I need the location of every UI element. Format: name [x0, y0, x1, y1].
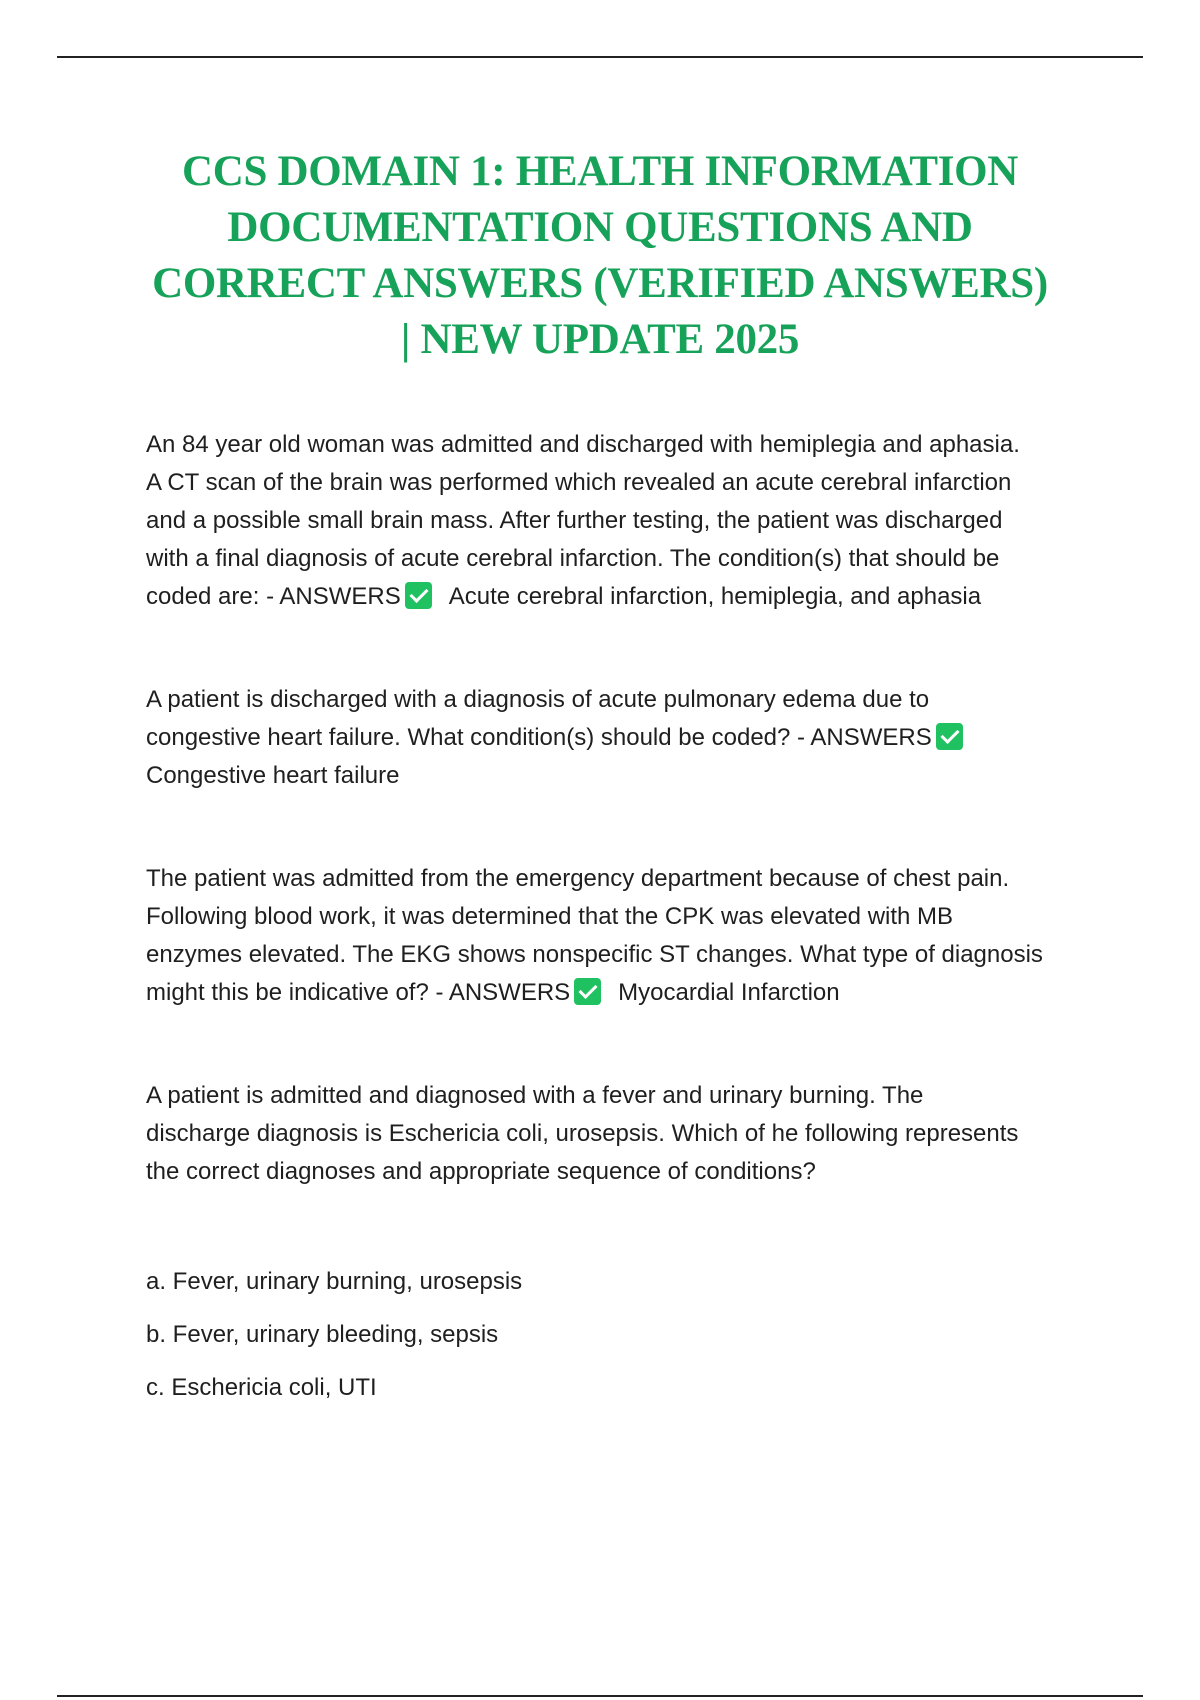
bottom-divider	[57, 1695, 1143, 1697]
answers-prefix: coded are: - ANSWERS	[146, 583, 401, 610]
question-answer-line	[146, 578, 1106, 616]
title-line: CORRECT ANSWERS (VERIFIED ANSWERS)	[152, 260, 1048, 307]
question-line: A patient is admitted and diagnosed with a fever and urinary burning. The	[146, 1082, 924, 1109]
answers-prefix: might this be indicative of? - ANSWERS	[146, 979, 571, 1006]
question-block-1	[146, 426, 1106, 616]
checkmark-icon	[574, 978, 601, 1005]
question-line: A CT scan of the brain was performed which revealed an acute cerebral infarction	[146, 469, 1012, 496]
question-line: An 84 year old woman was admitted and discharged with hemiplegia and aphasia.	[146, 431, 1020, 458]
question-block-3	[146, 860, 1106, 1012]
title-line: CCS DOMAIN 1: HEALTH INFORMATION	[181, 148, 1019, 195]
checkmark-icon	[936, 723, 963, 750]
title-line: DOCUMENTATION QUESTIONS AND	[227, 204, 973, 251]
checkmark-icon	[405, 582, 432, 609]
question-answer-line	[146, 719, 1106, 757]
answers-prefix: congestive heart failure. What condition(s) should be coded? - ANSWERS	[146, 724, 932, 751]
question-answer-line	[146, 974, 1106, 1012]
answer-option-c: c. Eschericia coli, UTI	[146, 1374, 377, 1401]
answer-option-b: b. Fever, urinary bleeding, sepsis	[146, 1321, 499, 1348]
answer-text: Myocardial Infarction	[618, 979, 840, 1006]
answer-text: Acute cerebral infarction, hemiplegia, and aphasia	[448, 583, 982, 610]
answer-options	[146, 1263, 1106, 1407]
answer-text: Congestive heart failure	[146, 762, 400, 789]
question-line: and a possible small brain mass. After further testing, the patient was discharged	[146, 507, 1003, 534]
document-body	[146, 426, 1106, 1407]
answer-option-a: a. Fever, urinary burning, urosepsis	[146, 1268, 523, 1295]
title-line: | NEW UPDATE 2025	[400, 316, 800, 363]
question-line: enzymes elevated. The EKG shows nonspecific ST changes. What type of diagnosis	[146, 941, 1043, 968]
question-line: the correct diagnoses and appropriate sequence of conditions?	[146, 1158, 816, 1185]
top-divider	[57, 56, 1143, 58]
question-line: with a final diagnosis of acute cerebral infarction. The condition(s) that should be	[146, 545, 1000, 572]
question-line: Following blood work, it was determined that the CPK was elevated with MB	[146, 903, 954, 930]
question-block-2	[146, 681, 1106, 795]
question-line: A patient is discharged with a diagnosis of acute pulmonary edema due to	[146, 686, 930, 713]
question-block-4	[146, 1077, 1106, 1407]
question-line: discharge diagnosis is Eschericia coli, urosepsis. Which of he following represents	[146, 1120, 1019, 1147]
question-line: The patient was admitted from the emergency department because of chest pain.	[146, 865, 1010, 892]
document-title	[120, 144, 1080, 368]
